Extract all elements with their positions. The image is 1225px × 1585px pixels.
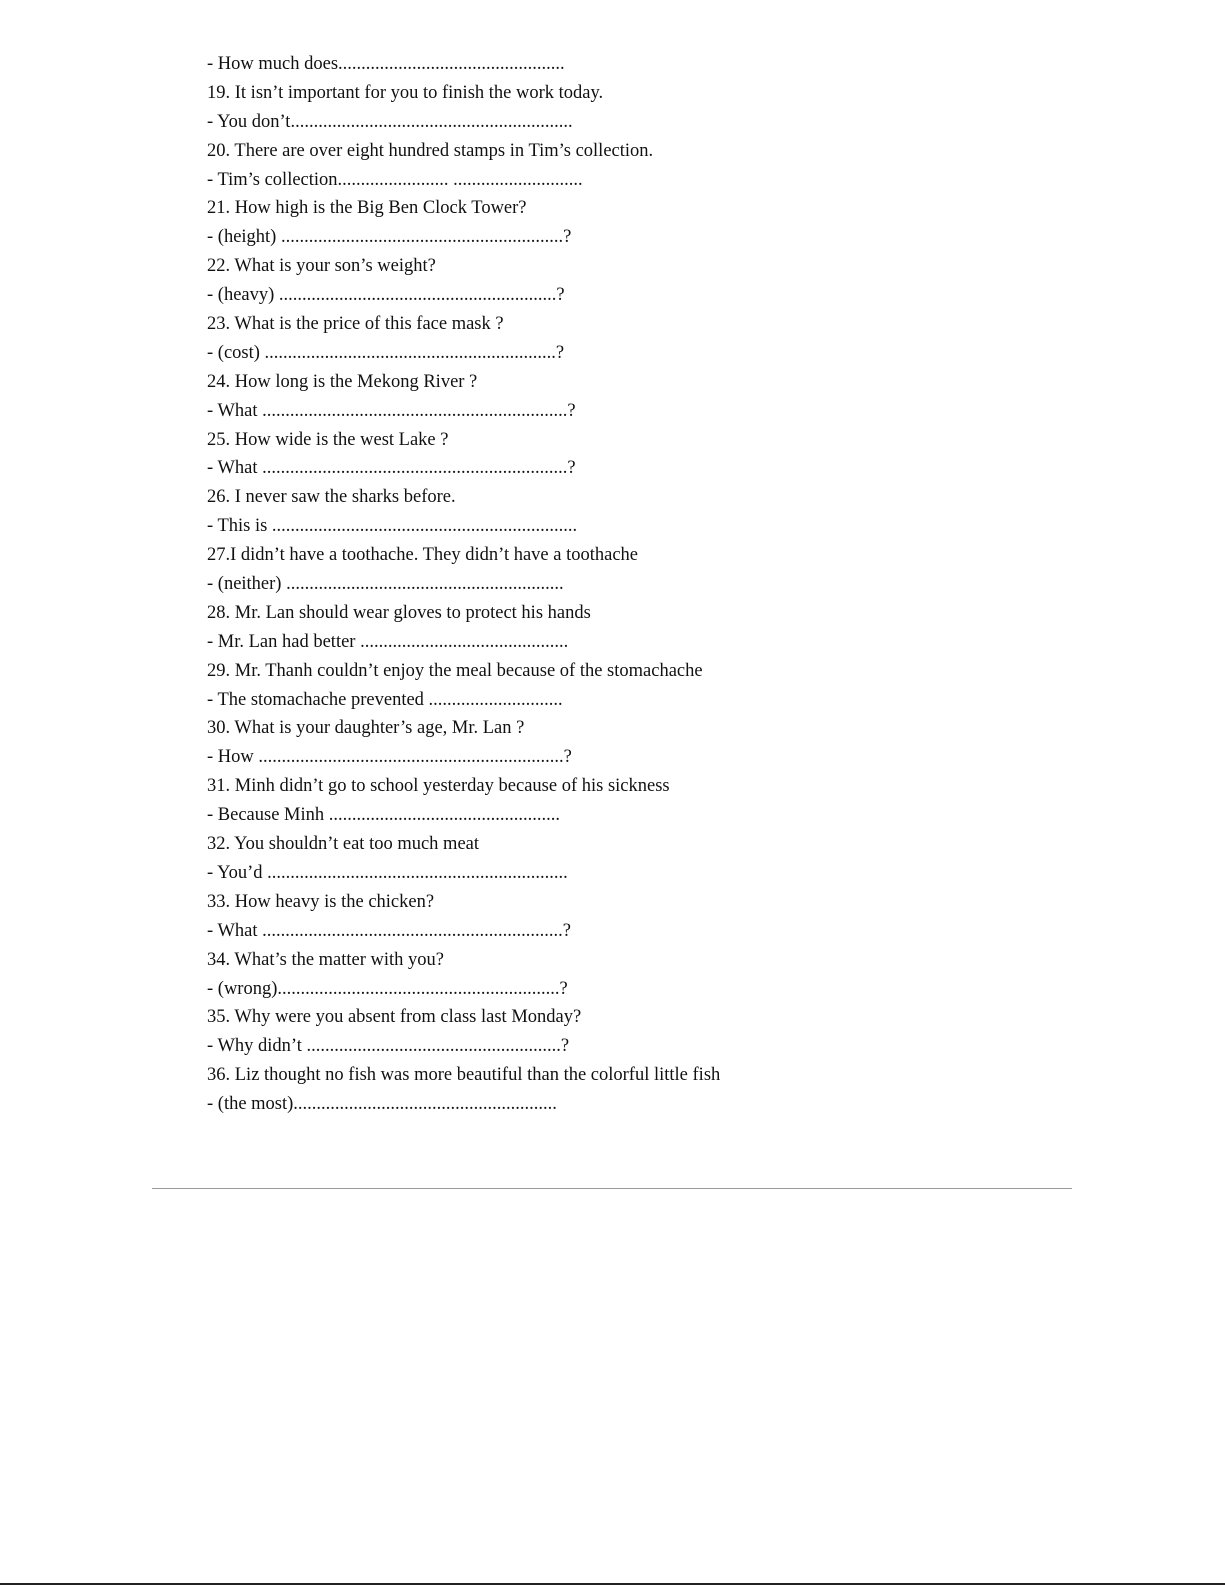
answer-line: - (neither) ............................................................ <box>207 574 564 595</box>
exercise-sentence: 26. I never saw the sharks before. <box>207 487 456 508</box>
exercise-sentence: 25. How wide is the west Lake ? <box>207 429 449 450</box>
answer-line: - Tim’s collection........................ ............................ <box>207 169 583 190</box>
exercise-list <box>207 50 1107 1119</box>
exercise-sentence: 35. Why were you absent from class last Monday? <box>207 1007 582 1028</box>
answer-line: - (the most)......................................................... <box>207 1094 557 1115</box>
answer-line: - Why didn’t .......................................................? <box>207 1036 570 1057</box>
exercise-sentence: 36. Liz thought no fish was more beautiful than the colorful little fish <box>207 1065 721 1086</box>
exercise-sentence: 31. Minh didn’t go to school yesterday because of his sickness <box>207 776 670 797</box>
answer-line: - What ..................................................................? <box>207 400 576 421</box>
page-separator <box>152 1188 1072 1189</box>
exercise-sentence: 29. Mr. Thanh couldn’t enjoy the meal because of the stomachache <box>207 660 703 681</box>
answer-line: - What .................................................................? <box>207 920 571 941</box>
exercise-sentence: 20. There are over eight hundred stamps in Tim’s collection. <box>207 140 654 161</box>
exercise-sentence: 19. It isn’t important for you to finish the work today. <box>207 82 604 103</box>
exercise-sentence: 24. How long is the Mekong River ? <box>207 371 478 392</box>
answer-line: - You don’t............................................................. <box>207 111 573 132</box>
exercise-sentence: 27.I didn’t have a toothache. They didn’t have a toothache <box>207 545 639 566</box>
exercise-sentence: 21. How high is the Big Ben Clock Tower? <box>207 198 527 219</box>
answer-line: - (heavy) ............................................................? <box>207 285 565 306</box>
exercise-sentence: 28. Mr. Lan should wear gloves to protect his hands <box>207 602 591 623</box>
exercise-sentence: 22. What is your son’s weight? <box>207 256 436 277</box>
answer-line: - What ..................................................................? <box>207 458 576 479</box>
exercise-sentence: 30. What is your daughter’s age, Mr. Lan ? <box>207 718 525 739</box>
answer-line: - (height) .............................................................? <box>207 227 572 248</box>
exercise-sentence: 34. What’s the matter with you? <box>207 949 445 970</box>
answer-line: - Mr. Lan had better ............................................. <box>207 631 569 652</box>
answer-line: - How ..................................................................? <box>207 747 572 768</box>
answer-line: - This is .................................................................. <box>207 516 578 537</box>
answer-line: - You’d ................................................................. <box>207 862 568 883</box>
answer-line: - Because Minh .................................................. <box>207 805 561 826</box>
answer-line: - How much does................................................. <box>207 54 565 74</box>
answer-line: - The stomachache prevented ............................. <box>207 689 563 710</box>
exercise-sentence: 32. You shouldn’t eat too much meat <box>207 834 480 855</box>
answer-line: - (wrong).............................................................? <box>207 978 568 999</box>
exercise-sentence: 23. What is the price of this face mask ? <box>207 314 504 335</box>
answer-line: - (cost) ...............................................................? <box>207 342 565 363</box>
exercise-sentence: 33. How heavy is the chicken? <box>207 891 435 912</box>
